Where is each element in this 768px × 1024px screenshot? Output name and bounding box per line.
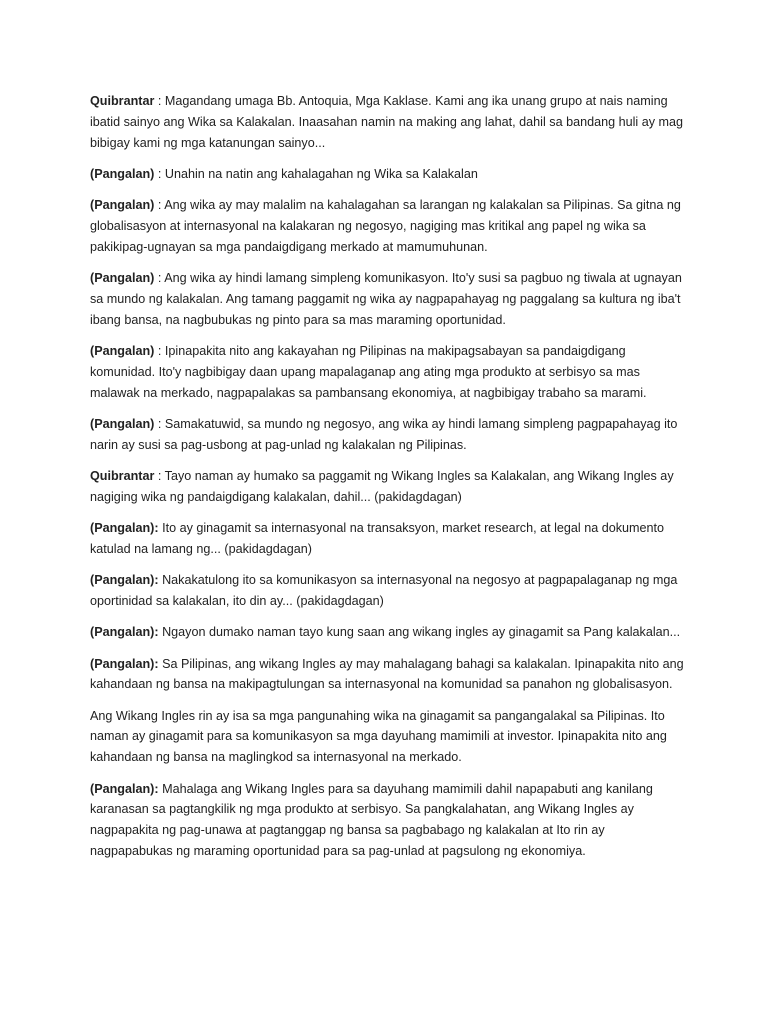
- paragraph-text: Magandang umaga Bb. Antoquia, Mga Kaklase. Kami ang ika unang grupo at nais naming ibatid sainyo ang Wika sa Kalakalan. Inaasahan namin na making ang lahat, dahil sa bandang huli ay mag bibigay kami ng mga katanungan sainyo...: [90, 94, 683, 150]
- paragraph-13: [90, 779, 684, 862]
- separator: :: [154, 468, 165, 483]
- separator: :: [154, 271, 165, 286]
- paragraph-text: Ang wika ay hindi lamang simpleng komunikasyon. Ito'y susi sa pagbuo ng tiwala at ugnayan sa mundo ng kalakalan. Ang tamang paggamit ng wika ay nagpapahayag ng paggalang sa kultura ng iba't ibang bansa, na nagbubukas ng pinto para sa mas maraming oportunidad.: [90, 271, 682, 327]
- paragraph-5: [90, 341, 684, 403]
- paragraph-4: [90, 268, 684, 330]
- speaker-label: (Pangalan): [90, 166, 155, 181]
- separator: :: [154, 343, 165, 358]
- document-body: [90, 91, 684, 862]
- separator: :: [154, 94, 165, 108]
- separator: :: [154, 166, 165, 181]
- paragraph-text: Samakatuwid, sa mundo ng negosyo, ang wika ay hindi lamang simpleng pagpapahayag ito narin ay susi sa pag-usbong at pag-unlad ng kalakalan ng Pilipinas.: [90, 416, 678, 452]
- speaker-label: (Pangalan): [90, 198, 155, 213]
- speaker-label: (Pangalan):: [90, 573, 159, 588]
- paragraph-7: [90, 466, 684, 508]
- paragraph-11: [90, 654, 684, 696]
- paragraph-1: [90, 91, 684, 153]
- paragraph-text: Nakakatulong ito sa komunikasyon sa internasyonal na negosyo at pagpapalaganap ng mga oportinidad sa kalakalan, ito din ay... (pakidagdagan): [90, 573, 678, 608]
- speaker-label: Quibrantar: [90, 468, 155, 483]
- paragraph-text: Ito ay ginagamit sa internasyonal na transaksyon, market research, at legal na dokumento katulad na lamang ng... (pakidagdagan): [90, 521, 665, 556]
- paragraph-3: [90, 195, 684, 257]
- paragraph-text: Ang wika ay may malalim na kahalagahan sa larangan ng kalakalan sa Pilipinas. Sa gitna ng globalisasyon at internasyonal na kalakaran ng negosyo, nagiging mas kritikal ang papel ng wika sa pakikipag-ugnayan sa mga pandaigdigang merkado at mamumuhunan.: [90, 198, 681, 254]
- paragraph-text: Mahalaga ang Wikang Ingles para sa dayuhang mamimili dahil napapabuti ang kanilang karanasan sa pagtangkilik ng mga produkto at serbisyo. Sa pangkalahatan, ang Wikang Ingles ay nagpapakita ng pag-unawa at pagtanggap ng bansa sa pagbabago ng kalakalan at Ito rin ay nagpapabukas ng maraming oportunidad para sa pag-unlad at pagsulong ng ekonomiya.: [90, 781, 653, 858]
- speaker-label: Quibrantar: [90, 94, 155, 108]
- paragraph-2: [90, 164, 684, 185]
- separator: :: [154, 198, 165, 213]
- speaker-label: (Pangalan):: [90, 656, 159, 671]
- separator: :: [154, 416, 165, 431]
- paragraph-text: Ang Wikang Ingles rin ay isa sa mga pangunahing wika na ginagamit sa pangangalakal sa Pilipinas. Ito naman ay ginagamit para sa komunikasyon sa mga dayuhang mamimili at investor. Ipinapakita nito ang kahandaan ng bansa na maglingkod sa internasyonal na merkado.: [90, 708, 667, 765]
- speaker-label: (Pangalan):: [90, 625, 159, 640]
- speaker-label: (Pangalan): [90, 271, 155, 286]
- speaker-label: (Pangalan):: [90, 521, 159, 536]
- speaker-label: (Pangalan): [90, 343, 155, 358]
- paragraph-text: Ipinapakita nito ang kakayahan ng Pilipinas na makipagsabayan sa pandaigdigang komunidad. Ito'y nagbibigay daan upang mapalaganap ang ating mga produkto at serbisyo sa mas malawak na merkado, nagpapalakas sa pambansang ekonomiya, at nagbibigay trabaho sa marami.: [90, 343, 647, 400]
- paragraph-text: Tayo naman ay humako sa paggamit ng Wikang Ingles sa Kalakalan, ang Wikang Ingles ay nagiging wika ng pandaigdigang kalakalan, dahil... (pakidagdagan): [90, 468, 674, 504]
- paragraph-8: [90, 518, 684, 560]
- speaker-label: (Pangalan):: [90, 781, 159, 796]
- paragraph-text: Unahin na natin ang kahalagahan ng Wika sa Kalakalan: [164, 166, 478, 181]
- paragraph-9: [90, 570, 684, 612]
- paragraph-text: Ngayon dumako naman tayo kung saan ang wikang ingles ay ginagamit sa Pang kalakalan...: [162, 625, 681, 640]
- speaker-label: (Pangalan): [90, 416, 155, 431]
- paragraph-10: [90, 622, 684, 643]
- paragraph-text: Sa Pilipinas, ang wikang Ingles ay may mahalagang bahagi sa kalakalan. Ipinapakita nito ang kahandaan ng bansa na makipagtulungan sa internasyonal na komunidad sa panahon ng globalisasyon.: [90, 656, 684, 692]
- paragraph-12: [90, 706, 684, 768]
- paragraph-6: [90, 414, 684, 456]
